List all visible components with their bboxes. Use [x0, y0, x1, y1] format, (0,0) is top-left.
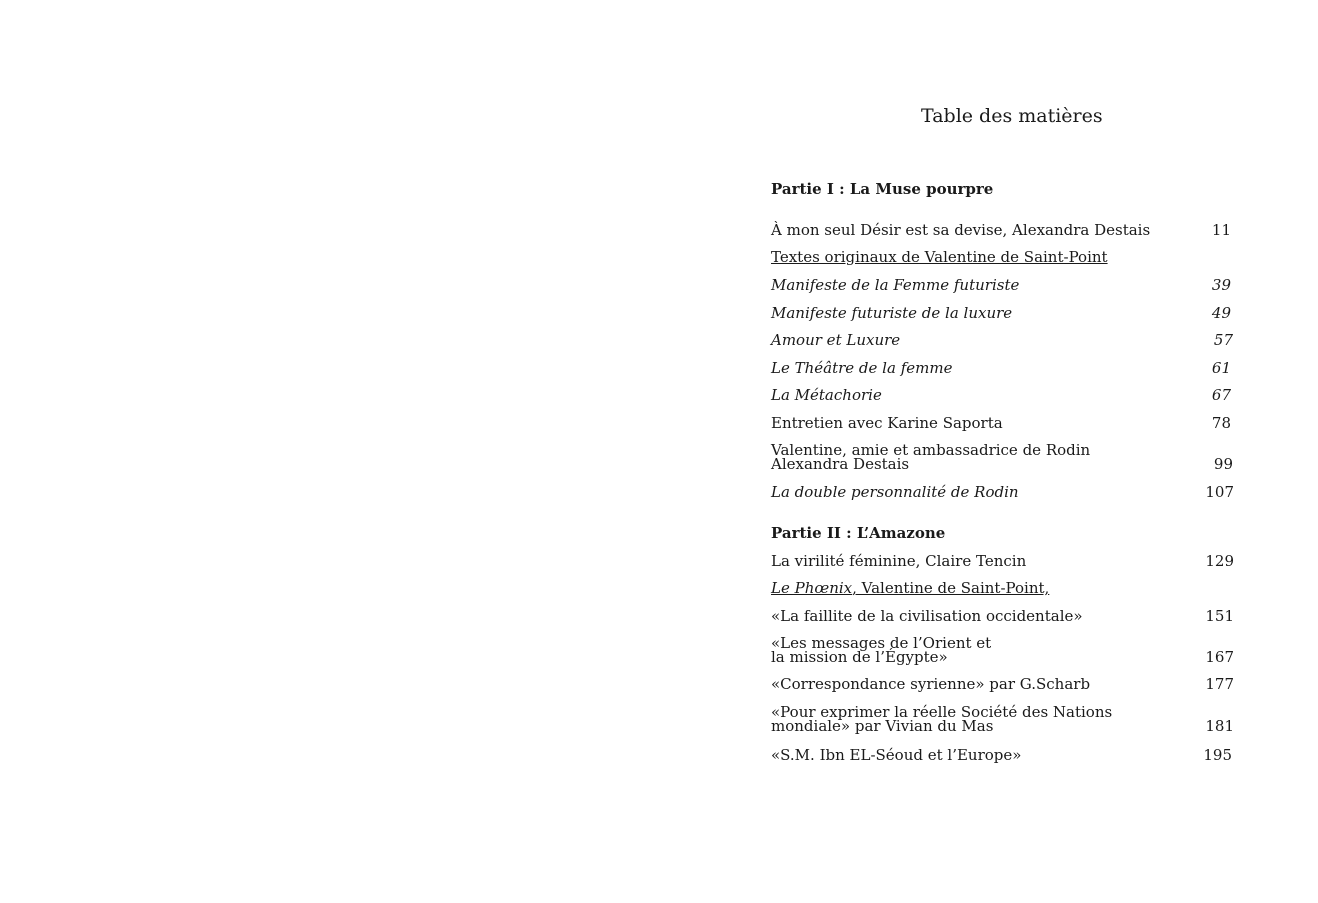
entry-label: Manifeste de la Femme futuriste — [771, 276, 1020, 294]
entry-page: 57 — [1213, 331, 1233, 349]
entry-label: La double personnalité de Rodin — [771, 483, 1019, 501]
entry-label-line2: la mission de l’Égypte» — [771, 648, 948, 666]
part1-heading: Partie I : La Muse pourpre — [771, 180, 994, 198]
entry-label — [771, 581, 1049, 596]
entry-page: 99 — [1213, 455, 1233, 473]
entry-label: Amour et Luxure — [771, 331, 901, 349]
entry-label: «Pour exprimer la réelle Société des Nations — [771, 703, 1113, 721]
entry-page: 195 — [1203, 746, 1232, 764]
entry-page: 181 — [1205, 717, 1234, 735]
entry-page: 39 — [1211, 276, 1231, 294]
toc-page — [771, 0, 1236, 903]
entry-label: La virilité féminine, Claire Tencin — [771, 552, 1027, 570]
entry-label-line2: mondiale» par Vivian du Mas — [771, 717, 994, 735]
entry-page: 151 — [1205, 607, 1234, 625]
entry-label: Entretien avec Karine Saporta — [771, 414, 1003, 432]
entry-page: 49 — [1211, 304, 1231, 322]
entry-label: Le Théâtre de la femme — [771, 359, 953, 377]
entry-page: 78 — [1211, 414, 1231, 432]
entry-label: «La faillite de la civilisation occidentale» — [771, 607, 1083, 625]
entry-label: «Les messages de l’Orient et — [771, 634, 992, 652]
entry-label: Valentine, amie et ambassadrice de Rodin — [771, 441, 1091, 459]
entry-page: 129 — [1205, 552, 1234, 570]
entry-page: 61 — [1211, 359, 1231, 377]
toc-title: Table des matières — [921, 105, 1103, 127]
entry-label-rest: , Valentine de Saint-Point, — [852, 579, 1050, 597]
entry-label-line2: Alexandra Destais — [771, 455, 910, 473]
entry-page: 11 — [1211, 221, 1231, 239]
entry-label: «Correspondance syrienne» par G.Scharb — [771, 675, 1091, 693]
entry-label-italic: Le Phœnix — [771, 579, 853, 597]
entry-label: Textes originaux de Valentine de Saint-Point — [771, 248, 1108, 266]
part2-heading: Partie II : L’Amazone — [771, 524, 946, 542]
entry-page: 167 — [1205, 648, 1234, 666]
entry-label: Manifeste futuriste de la luxure — [771, 304, 1013, 322]
entry-page: 107 — [1205, 483, 1234, 501]
entry-label: «S.M. Ibn EL-Séoud et l’Europe» — [771, 746, 1022, 764]
entry-label: À mon seul Désir est sa devise, Alexandra Destais — [771, 221, 1151, 239]
entry-page: 177 — [1205, 675, 1234, 693]
entry-label: La Métachorie — [771, 386, 882, 404]
entry-page: 67 — [1211, 386, 1231, 404]
